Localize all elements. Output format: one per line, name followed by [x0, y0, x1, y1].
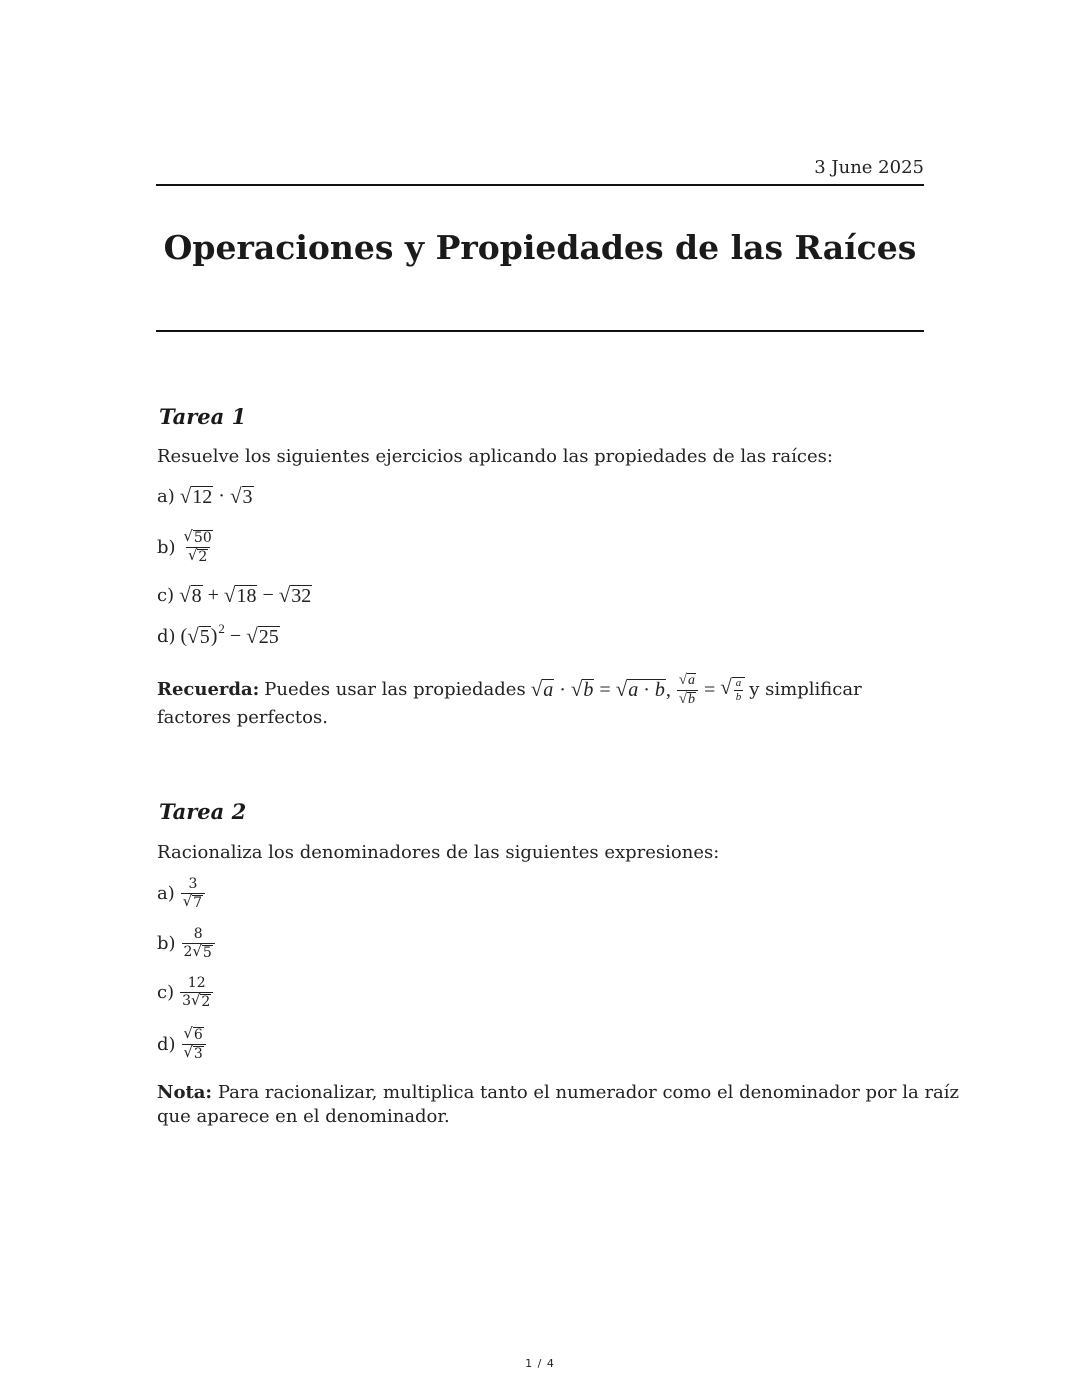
title-rule	[156, 330, 924, 332]
task1-note-line2: factores perfectos.	[157, 707, 328, 728]
note-label: Nota:	[157, 1082, 213, 1103]
math-fraction: 12 3 √ 2	[180, 976, 213, 1009]
math-expression: √ 8 + √ 18 − √ 32	[179, 582, 312, 607]
header-rule	[156, 184, 924, 186]
item-label: b)	[157, 933, 176, 955]
task1-item-d	[157, 620, 280, 648]
task2-heading: Tarea 2	[159, 799, 247, 824]
note-label: Recuerda:	[157, 679, 260, 701]
math-fraction: 8 2 √ 5	[182, 927, 215, 960]
task1-intro: Resuelve los siguientes ejercicios aplicando las propiedades de las raíces:	[157, 446, 833, 467]
task1-note-line1	[157, 673, 862, 707]
note-text: Para racionalizar, multiplica tanto el numerador como el denominador por la raíz	[217, 1082, 960, 1103]
item-label: d)	[157, 1033, 176, 1055]
math-fraction: √ 6 √ 3	[182, 1027, 206, 1061]
task2-note-line2: que aparece en el denominador.	[157, 1106, 450, 1127]
math-expression: √ 12 · √ 3	[179, 483, 253, 508]
task2-intro: Racionaliza los denominadores de las siguientes expresiones:	[157, 842, 720, 863]
task1-item-c	[157, 584, 312, 607]
page-number: 1 / 4	[525, 1357, 555, 1370]
item-label: a)	[157, 883, 175, 905]
document-title: Operaciones y Propiedades de las Raíces	[163, 228, 917, 267]
note-text: y simplificar	[749, 679, 862, 701]
math-properties: √ a · √ b = √ a · b , √ a √ b = √ $\frac{a}{b}$	[531, 673, 746, 707]
task1-heading: Tarea 1	[159, 404, 247, 429]
task2-item-a	[157, 877, 206, 910]
task1-item-b	[157, 530, 216, 564]
item-label: d)	[157, 626, 176, 647]
item-label: c)	[157, 585, 175, 606]
math-fraction: 3 √ 7	[181, 877, 205, 910]
task1-item-a	[157, 485, 254, 508]
header-date: 3 June 2025	[814, 157, 924, 178]
item-label: a)	[157, 486, 175, 507]
math-fraction: √ 50 √ 2	[183, 528, 212, 565]
item-label: b)	[157, 536, 176, 558]
task2-note-line1	[157, 1081, 959, 1105]
task2-item-d	[157, 1027, 207, 1061]
math-expression: ( √ 5 ) 2 − √ 25	[180, 620, 279, 648]
item-label: c)	[157, 982, 175, 1004]
note-text: Puedes usar las propiedades	[264, 679, 526, 701]
task2-item-c	[157, 976, 214, 1009]
task2-item-b	[157, 927, 216, 960]
